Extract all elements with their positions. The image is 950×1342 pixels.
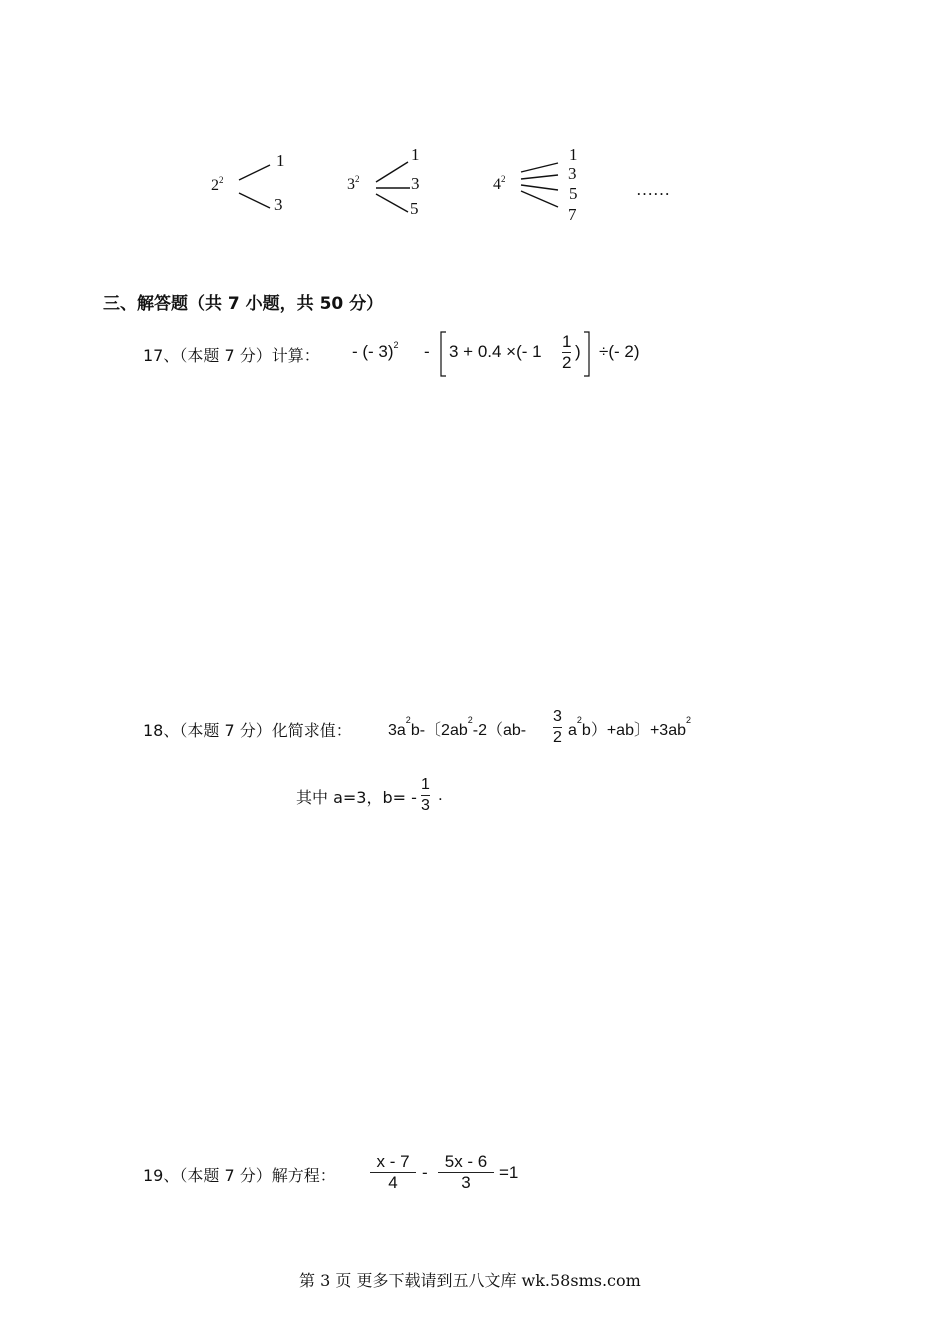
- q17-inner-expression: 3 + 0.4 ×(- 1: [449, 342, 542, 361]
- q18-condition-fraction: 1 3: [421, 776, 430, 814]
- q19-label: 19、（本题 7 分）解方程：: [143, 1166, 336, 1185]
- page-footer: 第 3 页 更多下载请到五八文库 wk.58sms.com: [299, 1271, 641, 1290]
- q19-fraction-2: 5x - 6 3: [438, 1152, 494, 1193]
- q19-minus: -: [422, 1163, 428, 1182]
- q17-left-bracket: [438, 330, 448, 378]
- q19-rhs: =1: [499, 1163, 519, 1182]
- q18-condition: 其中 a=3，b= -: [296, 788, 417, 807]
- q17-label: 17、（本题 7 分）计算：: [143, 346, 320, 365]
- diagram-base-2: $2^2$: [211, 175, 224, 194]
- diagram-value: 1: [569, 145, 578, 164]
- q18-label: 18、（本题 7 分）化简求值：: [143, 721, 352, 740]
- diagram-value: 5: [410, 199, 419, 218]
- q17-minus: -: [424, 342, 430, 361]
- q17-right-bracket: [582, 330, 592, 378]
- diagram-value: 3: [411, 174, 420, 193]
- diagram-base-3: $3^2$: [347, 174, 360, 193]
- diagram-base-4: $4^2$: [493, 174, 506, 193]
- q18-fraction: 3 2: [553, 708, 562, 746]
- diagram-branches-4: [518, 155, 564, 213]
- q17-divide-term: ÷(- 2): [599, 342, 640, 361]
- diagram-ellipsis: ……: [636, 180, 670, 199]
- q17-fraction: 1 2: [562, 332, 572, 372]
- q17-lead-term: - (- 3)$^2$: [352, 340, 399, 361]
- diagram-value: 7: [568, 205, 577, 224]
- diagram-value: 3: [568, 164, 577, 183]
- q18-expression-left: $3a^2b-$〔$2ab^2-2(ab-$: [388, 715, 527, 739]
- diagram-value: 3: [274, 195, 283, 214]
- q19-fraction-1: x - 7 4: [370, 1152, 416, 1193]
- diagram-value: 1: [276, 151, 285, 170]
- diagram-value: 5: [569, 184, 578, 203]
- q18-expression-right: $a^2b)+ab$〕$+3ab^2$: [568, 715, 692, 739]
- diagram-value: 1: [411, 145, 420, 164]
- section-heading: 三、解答题（共 7 小题，共 50 分）: [103, 294, 384, 314]
- q17-close-paren: ): [575, 342, 581, 361]
- diagram-branches-2: [236, 160, 276, 216]
- q18-condition-period: .: [438, 785, 443, 804]
